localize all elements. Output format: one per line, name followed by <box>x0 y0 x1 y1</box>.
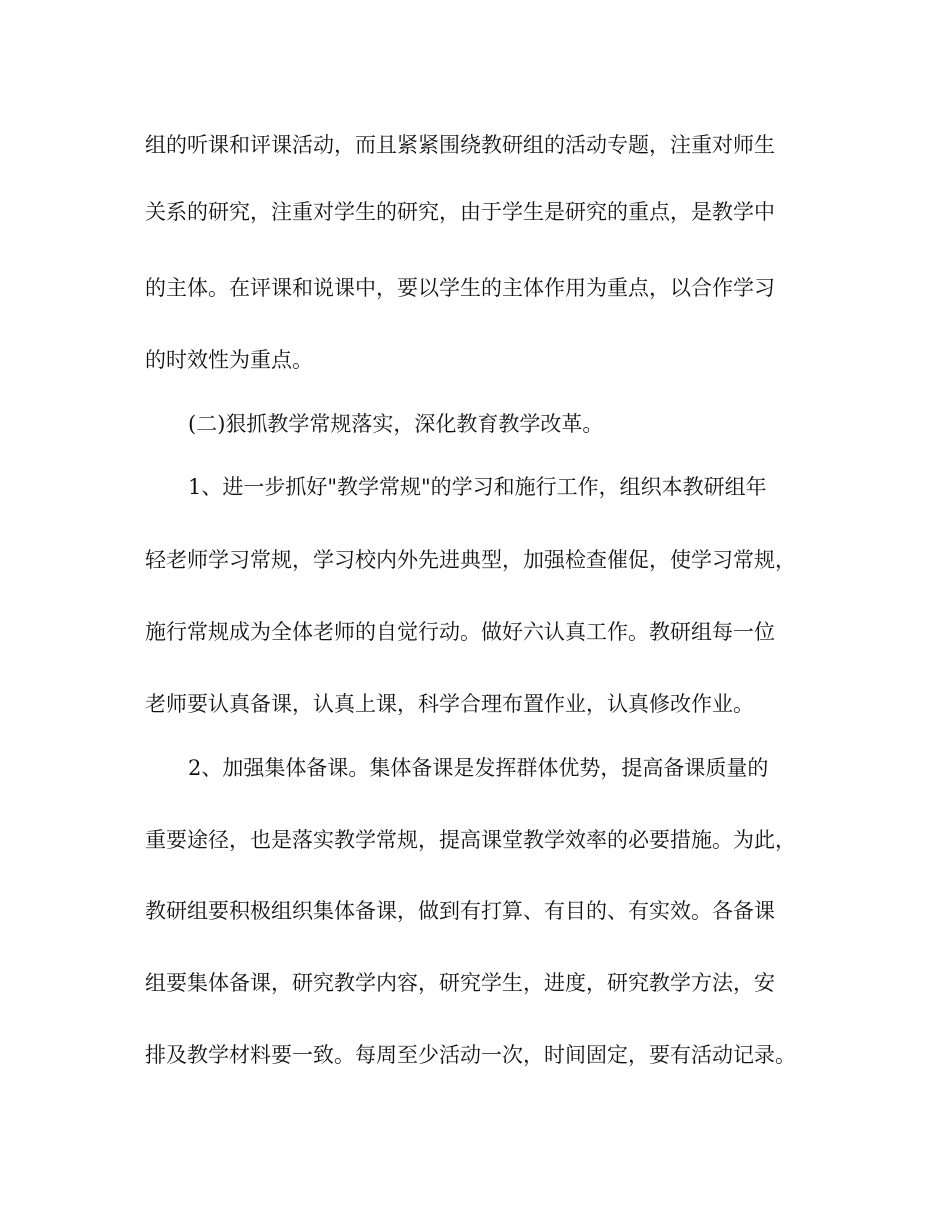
paragraph-line: 排及教学材料要一致。每周至少活动一次，时间固定，要有活动记录。 <box>145 1043 796 1067</box>
paragraph-line: 重要途径，也是落实教学常规，提高课堂教学效率的必要措施。为此， <box>145 828 796 852</box>
paragraph-line: 的时效性为重点。 <box>145 348 313 372</box>
section-heading: (二)狠抓教学常规落实，深化教育教学改革。 <box>188 412 604 436</box>
paragraph-line: 组的听课和评课活动，而且紧紧围绕教研组的活动专题，注重对师生 <box>145 133 775 157</box>
paragraph-line: 1、进一步抓好"教学常规"的学习和施行工作，组织本教研组年 <box>188 475 767 499</box>
paragraph-line: 关系的研究，注重对学生的研究，由于学生是研究的重点，是教学中 <box>145 200 775 224</box>
paragraph-line: 老师要认真备课，认真上课，科学合理布置作业，认真修改作业。 <box>145 692 754 716</box>
paragraph-line: 2、加强集体备课。集体备课是发挥群体优势，提高备课质量的 <box>188 756 769 780</box>
paragraph-line: 组要集体备课，研究教学内容，研究学生，进度，研究教学方法，安 <box>145 971 775 995</box>
paragraph-line: 教研组要积极组织集体备课，做到有打算、有目的、有实效。各备课 <box>145 899 775 923</box>
paragraph-line: 的主体。在评课和说课中，要以学生的主体作用为重点，以合作学习 <box>145 276 775 300</box>
paragraph-line: 轻老师学习常规，学习校内外先进典型，加强检查催促，使学习常规， <box>145 548 796 572</box>
paragraph-line: 施行常规成为全体老师的自觉行动。做好六认真工作。教研组每一位 <box>145 620 775 644</box>
